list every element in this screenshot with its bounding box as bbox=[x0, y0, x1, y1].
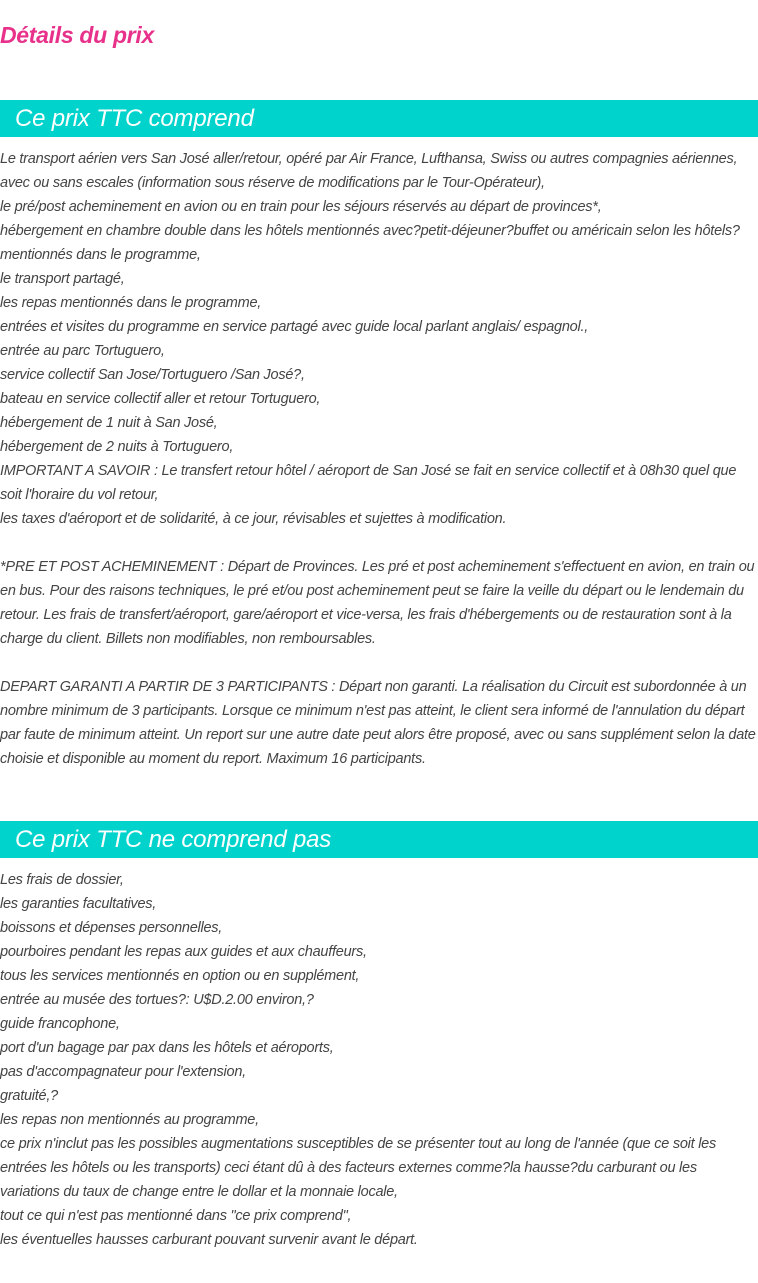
list-item: les taxes d'aéroport et de solidarité, à ce jour, révisables et sujettes à modification. bbox=[0, 511, 507, 527]
included-list bbox=[0, 147, 758, 531]
list-item: le pré/post acheminement en avion ou en train pour les séjours réservés au départ de provinces*, bbox=[0, 199, 602, 215]
guaranteed-departure-note: DEPART GARANTI A PARTIR DE 3 PARTICIPANTS : Départ non garanti. La réalisation du Circuit est subordonnée à un nombre minimum de 3 participants. Lorsque ce minimum n'est pas atteint, le client sera informé de l'annulation du départ par faute de minimum atteint. Un report sur une autre date peut alors être proposé, avec ou sans supplément selon la date choisie et disponible au moment du report. Maximum 16 participants. bbox=[0, 679, 756, 767]
list-item: les repas mentionnés dans le programme, bbox=[0, 295, 262, 311]
list-item: Les frais de dossier, bbox=[0, 872, 124, 888]
list-item: tous les services mentionnés en option ou en supplément, bbox=[0, 968, 360, 984]
list-item: le transport partagé, bbox=[0, 271, 125, 287]
spacer bbox=[0, 54, 758, 100]
spacer bbox=[0, 137, 758, 147]
list-item: bateau en service collectif aller et retour Tortuguero, bbox=[0, 391, 321, 407]
list-item: hébergement en chambre double dans les hôtels mentionnés avec?petit-déjeuner?buffet ou américain selon les hôtels?mentionnés dans le programme, bbox=[0, 223, 740, 263]
list-item: pas d'accompagnateur pour l'extension, bbox=[0, 1064, 246, 1080]
list-item: ce prix n'inclut pas les possibles augmentations susceptibles de se présenter tout au long de l'année (que ce soit les entrées les hôtels ou les transports) ceci étant dû à des facteurs externes comme?la hausse?du carburant ou les variations du taux de change entre le dollar et la monnaie locale, bbox=[0, 1136, 716, 1200]
list-item: les garanties facultatives, bbox=[0, 896, 157, 912]
list-item: boissons et dépenses personnelles, bbox=[0, 920, 223, 936]
spacer bbox=[0, 771, 758, 821]
list-item: guide francophone, bbox=[0, 1016, 120, 1032]
list-item: service collectif San Jose/Tortuguero /San José?, bbox=[0, 367, 305, 383]
excluded-list bbox=[0, 868, 758, 1252]
list-item: entrées et visites du programme en service partagé avec guide local parlant anglais/ espagnol., bbox=[0, 319, 589, 335]
page-title: Détails du prix bbox=[0, 22, 154, 48]
excluded-section-heading: Ce prix TTC ne comprend pas bbox=[0, 821, 758, 858]
list-item: pourboires pendant les repas aux guides et aux chauffeurs, bbox=[0, 944, 367, 960]
list-item: entrée au parc Tortuguero, bbox=[0, 343, 165, 359]
spacer bbox=[0, 651, 758, 675]
list-item: port d'un bagage par pax dans les hôtels et aéroports, bbox=[0, 1040, 334, 1056]
list-item: gratuité,? bbox=[0, 1088, 58, 1104]
pre-post-transport-note: *PRE ET POST ACHEMINEMENT : Départ de Provinces. Les pré et post acheminement s'effectuent en avion, en train ou en bus. Pour des raisons techniques, le pré et/ou post acheminement peut se faire la veille du départ ou le lendemain du retour. Les frais de transfert/aéroport, gare/aéroport et vice-versa, les frais d'hébergements ou de restauration sont à la charge du client. Billets non modifiables, non remboursables. bbox=[0, 559, 755, 647]
list-item: les éventuelles hausses carburant pouvant survenir avant le départ. bbox=[0, 1232, 418, 1248]
list-item: hébergement de 2 nuits à Tortuguero, bbox=[0, 439, 234, 455]
included-section-heading: Ce prix TTC comprend bbox=[0, 100, 758, 137]
list-item: tout ce qui n'est pas mentionné dans "ce prix comprend", bbox=[0, 1208, 352, 1224]
list-item: entrée au musée des tortues?: U$D.2.00 environ,? bbox=[0, 992, 314, 1008]
list-item: hébergement de 1 nuit à San José, bbox=[0, 415, 218, 431]
list-item: IMPORTANT A SAVOIR : Le transfert retour hôtel / aéroport de San José se fait en service collectif et à 08h30 quel que soit l'horaire du vol retour, bbox=[0, 463, 737, 503]
spacer bbox=[0, 531, 758, 555]
list-item: Le transport aérien vers San José aller/retour, opéré par Air France, Lufthansa, Swiss ou autres compagnies aériennes, avec ou sans escales (information sous réserve de modifications par le Tour-Opérateur), bbox=[0, 151, 738, 191]
list-item: les repas non mentionnés au programme, bbox=[0, 1112, 259, 1128]
spacer bbox=[0, 858, 758, 868]
